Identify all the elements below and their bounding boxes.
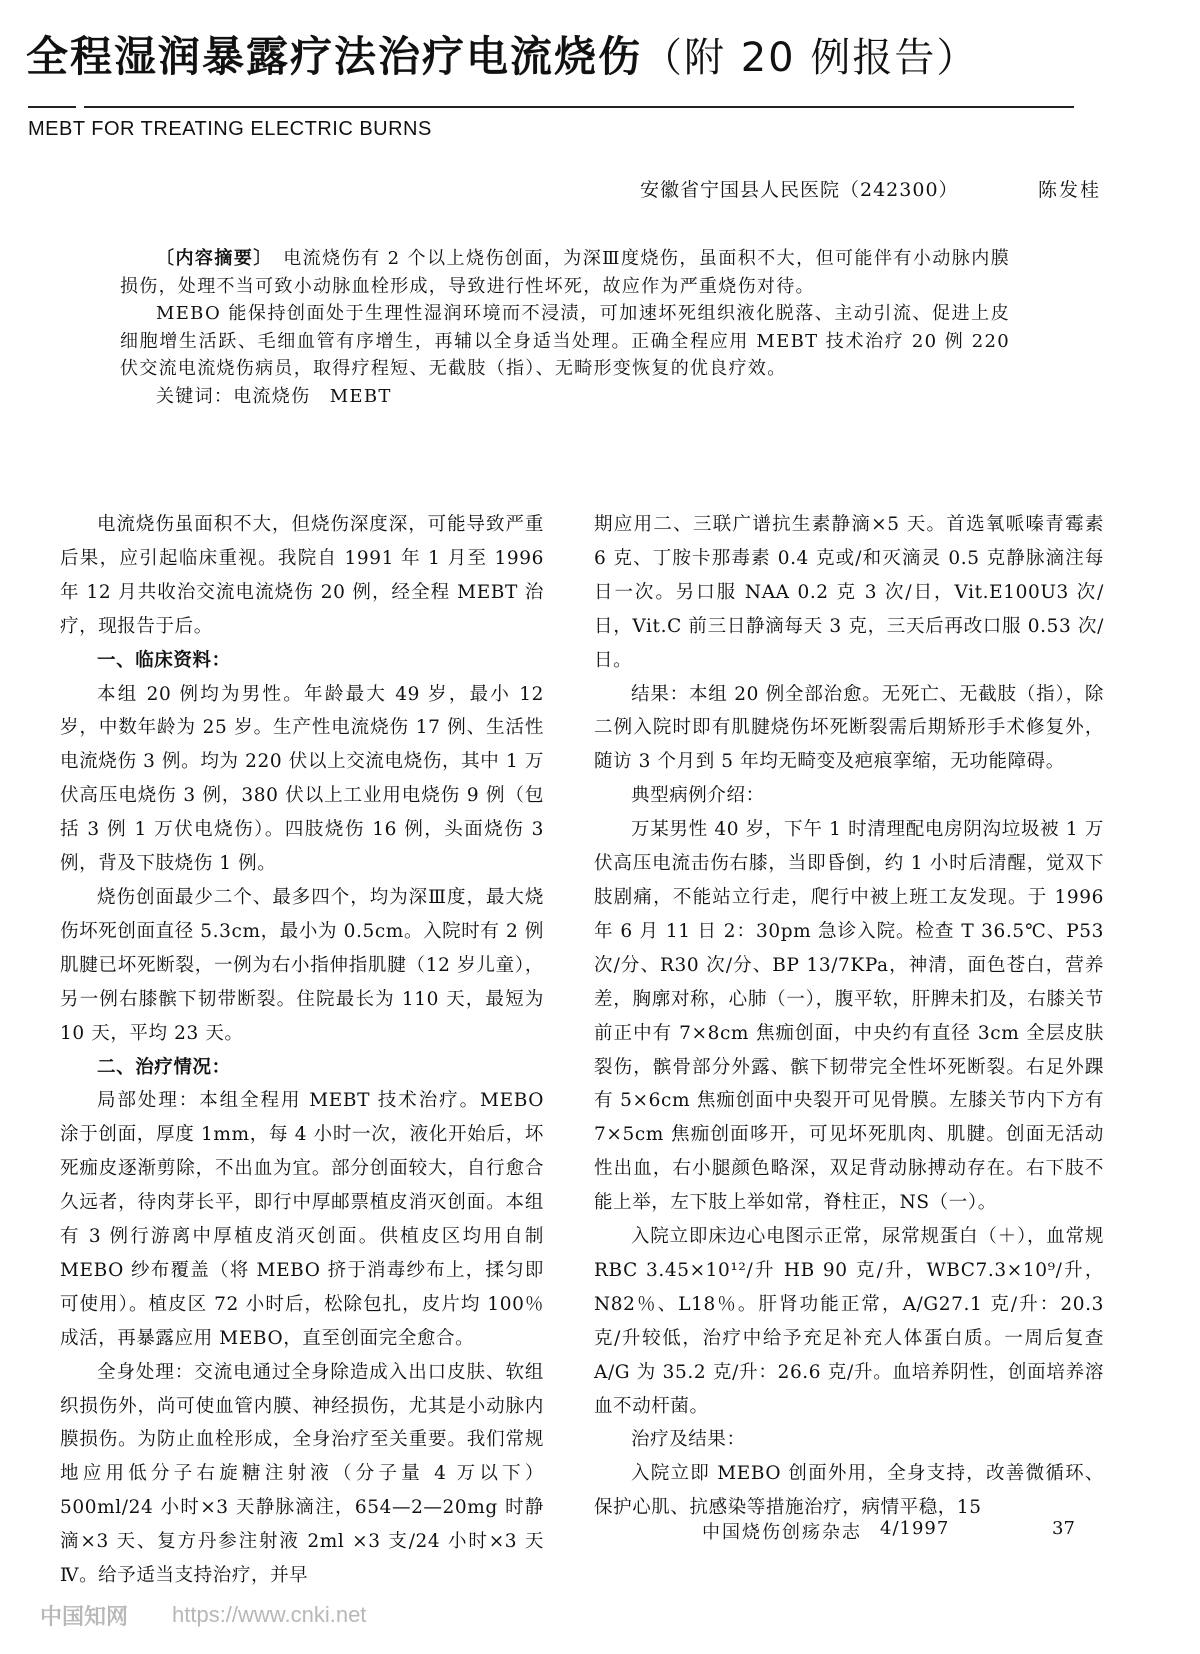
abstract-paragraph-1 [120, 245, 1010, 300]
body-paragraph: 万某男性 40 岁，下午 1 时清理配电房阴沟垃圾被 1 万伏高压电流击伤右膝，当即昏倒，约 1 小时后清醒，觉双下肢剧痛，不能站立行走，爬行中被上班工友发现。于 1996 年 6 月 11 日 2：30pm 急诊入院。检查 T 36.5℃、P53 次/分、R30 次/分、BP 13/7KPa，神清，面色苍白，营养差，胸廓对称，心肺（一），腹平软，肝脾未扪及，右膝关节前正中有 7×8cm 焦痂创面，中央约有直径 3cm 全层皮肤裂伤，髌骨部分外露、髌下韧带完全性坏死断裂。右足外踝有 5×6cm 焦痂创面中央裂开可见骨膜。左膝关节内下方有 7×5cm 焦痂创面哆开，可见坏死肌肉、肌腱。创面无活动性出血，右小腿颜色略深，双足背动脉搏动存在。右下肢不能上举，左下肢上举如常，脊柱正，NS（一）。 [594, 819, 1104, 1214]
title-sup: （附 20 例报告） [642, 35, 979, 81]
abstract-label: 〔内容摘要〕 [156, 248, 264, 269]
author-name: 陈发桂 [1038, 179, 1102, 201]
body-paragraph: 本组 20 例均为男性。年龄最大 49 岁，最小 12 岁，中数年龄为 25 岁。生产性电流烧伤 17 例、生活性电流烧伤 3 例。均为 220 伏以上交流电烧伤，其中 1 万伏高压电烧伤 3 例，380 伏以上工业用电烧伤 9 例（包括 3 例 1 万伏电烧伤）。四肢烧伤 16 例，头面烧伤 3 例，背及下肢烧伤 1 例。 [60, 683, 544, 875]
footer-page-number: 37 [1052, 1518, 1075, 1539]
cnki-watermark-url: https://www.cnki.net [172, 1602, 367, 1627]
article-title [26, 28, 1186, 87]
body-paragraph: 治疗及结果： [631, 1429, 746, 1451]
footer-journal-name: 中国烧伤创疡杂志 [702, 1522, 862, 1543]
body-paragraph: 入院立即 MEBO 创面外用，全身支持，改善微循环、保护心肌、抗感染等措施治疗，病情平稳，15 [594, 1463, 1104, 1519]
body-paragraph: 入院立即床边心电图示正常，尿常规蛋白（＋），血常规 RBC 3.45×10¹²/升 HB 90 克/升，WBC7.3×10⁹/升，N82％、L18％。肝肾功能正常，A/G27.1 克/升：20.3 克/升较低，治疗中给予充足补充人体蛋白质。一周后复查 A/G 为 35.2 克/升：26.6 克/升。血培养阴性，创面培养溶血不动杆菌。 [594, 1226, 1104, 1417]
author-affiliation: 安徽省宁国县人民医院（242300） [640, 179, 959, 201]
section-heading: 二、治疗情况： [97, 1056, 231, 1078]
english-title: MEBT FOR TREATING ELECTRIC BURNS [28, 118, 432, 140]
abstract-keywords: 关键词：电流烧伤 MEBT [156, 385, 392, 407]
body-paragraph: 全身处理：交流电通过全身除造成入出口皮肤、软组织损伤外，尚可使血管内膜、神经损伤，尤其是小动脉内膜损伤。为防止血栓形成，全身治疗至关重要。我们常规地应用低分子右旋糖注射液（分子量 4 万以下）500ml/24 小时×3 天静脉滴注，654—2—20mg 时静滴×3 天、复方丹参注射液 2ml ×3 支/24 小时×3 天Ⅳ。给予适当支持治疗，并早 [60, 1361, 544, 1587]
body-paragraph: 局部处理：本组全程用 MEBT 技术治疗。MEBO 涂于创面，厚度 1mm，每 4 小时一次，液化开始后，坏死痂皮逐渐剪除，不出血为宜。部分创面较大，自行愈合久远者，待肉芽长平，即行中厚邮票植皮消灭创面。本组有 3 例行游离中厚植皮消灭创面。供植皮区均用自制 MEBO 纱布覆盖（将 MEBO 挤于消毒纱布上，揉匀即可使用）。植皮区 72 小时后，松除包扎，皮片均 100％成活，再暴露应用 MEBO，直至创面完全愈合。 [60, 1090, 544, 1349]
title-main: 全程湿润暴露疗法治疗电流烧伤 [26, 32, 643, 81]
body-column-left [60, 508, 544, 1593]
abstract [120, 245, 1010, 410]
body-paragraph: 期应用二、三联广谱抗生素静滴×5 天。首选氧哌嗪青霉素 6 克、丁胺卡那毒素 0.4 克或/和灭滴灵 0.5 克静脉滴注每日一次。另口服 NAA 0.2 克 3 次/日，Vit.E100U3 次/日，Vit.C 前三日静滴每天 3 克，三天后再改口服 0.53 次/日。 [594, 514, 1104, 671]
cnki-watermark: 中国知网 [40, 1605, 129, 1630]
title-rule-right [84, 106, 1074, 108]
section-heading: 一、临床资料： [97, 649, 231, 671]
body-paragraph: 典型病例介绍： [631, 785, 765, 807]
body-column-right [594, 508, 1104, 1525]
body-paragraph: 结果：本组 20 例全部治愈。无死亡、无截肢（指），除二例入院时即有肌腱烧伤坏死断裂需后期矫形手术修复外，随访 3 个月到 5 年均无畸变及疤痕挛缩，无功能障碍。 [594, 683, 1104, 773]
footer-issue: 4/1997 [880, 1518, 950, 1539]
body-paragraph: 电流烧伤虽面积不大，但烧伤深度深，可能导致严重后果，应引起临床重视。我院自 1991 年 1 月至 1996 年 12 月共收治交流电流烧伤 20 例，经全程 MEBT 治疗，现报告于后。 [60, 514, 544, 637]
title-rule-left [28, 106, 76, 108]
body-paragraph: 烧伤创面最少二个、最多四个，均为深Ⅲ度，最大烧伤坏死创面直径 5.3cm，最小为 0.5cm。入院时有 2 例肌腱已坏死断裂，一例为右小指伸指肌腱（12 岁儿童），另一例右膝髌下韧带断裂。住院最长为 110 天，最短为 10 天，平均 23 天。 [60, 886, 544, 1044]
abstract-text-1: 电流烧伤有 2 个以上烧伤创面，为深Ⅲ度烧伤，虽面积不大，但可能伴有小动脉内膜损伤，处理不当可致小动脉血栓形成，导致进行性坏死，故应作为严重烧伤对待。 [120, 248, 1010, 297]
abstract-paragraph-2: MEBO 能保持创面处于生理性湿润环境而不浸渍，可加速坏死组织液化脱落、主动引流、促进上皮细胞增生活跃、毛细血管有序增生，再辅以全身适当处理。正确全程应用 MEBT 技术治疗 20 例 220 伏交流电流烧伤病员，取得疗程短、无截肢（指）、无畸形变恢复的优良疗效。 [120, 303, 1010, 379]
